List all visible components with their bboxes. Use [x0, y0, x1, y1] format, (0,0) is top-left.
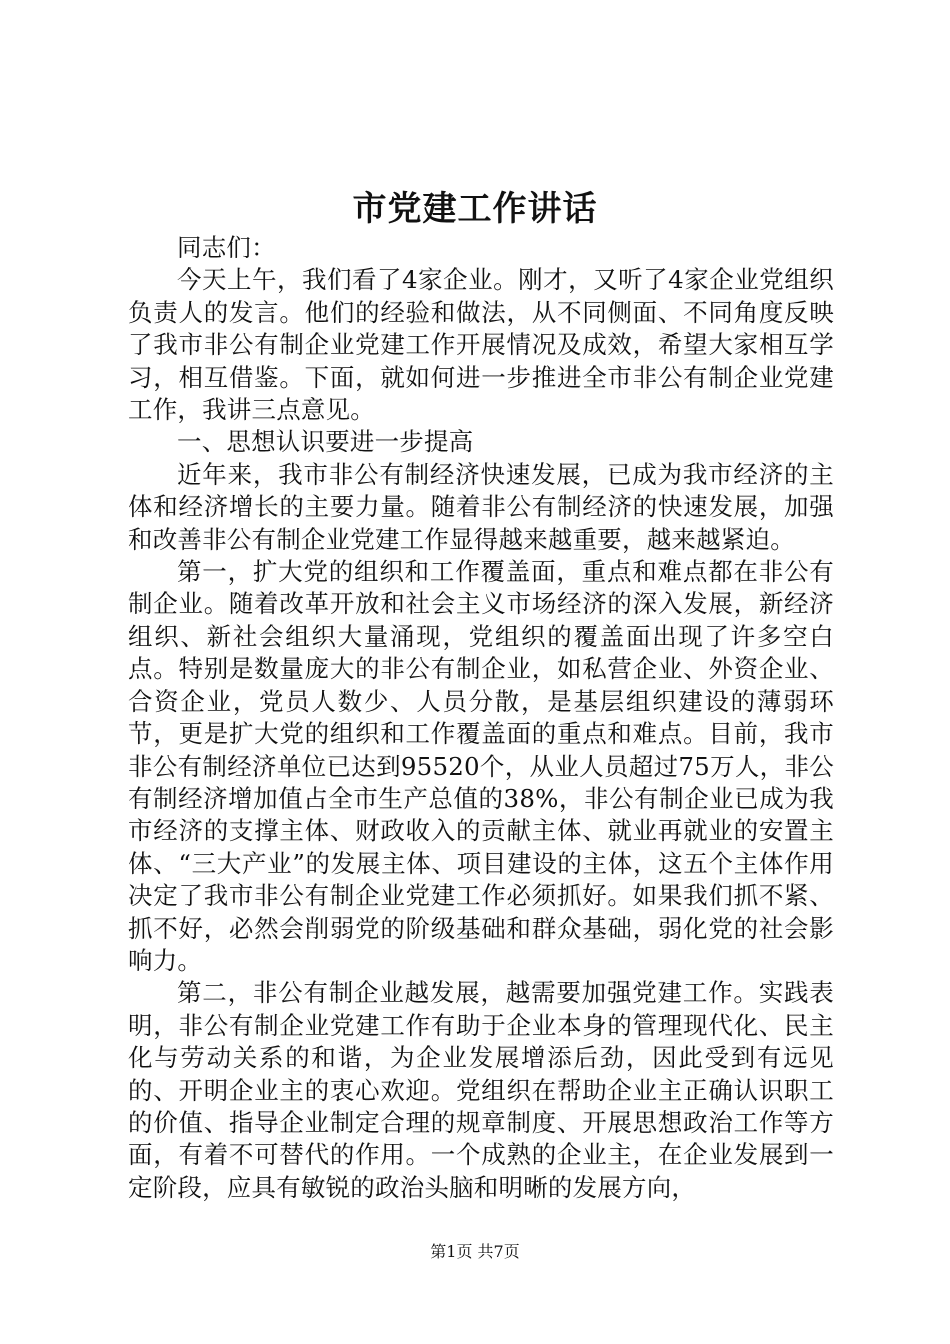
paragraph-background: 近年来，我市非公有制经济快速发展，已成为我市经济的主体和经济增长的主要力量。随着非公有制经济的快速发展，加强和改善非公有制企业党建工作显得越来越重要，越来越紧迫。: [128, 459, 834, 554]
page-footer: 第1页 共7页: [430, 1242, 520, 1261]
paragraph-point-2: 第二，非公有制企业越发展，越需要加强党建工作。实践表明，非公有制企业党建工作有助于企业本身的管理现代化、民主化与劳动关系的和谐，为企业发展增添后劲，因此受到有远见的、开明企业主的衷心欢迎。党组织在帮助企业主正确认识职工的价值、指导企业制定合理的规章制度、开展思想政治工作等方面，有着不可替代的作用。一个成熟的企业主，在企业发展到一定阶段，应具有敏锐的政治头脑和明晰的发展方向，: [128, 978, 834, 1202]
salutation: 同志们：: [177, 233, 276, 262]
paragraph-point-1: 第一，扩大党的组织和工作覆盖面，重点和难点都在非公有制企业。随着改革开放和社会主义市场经济的深入发展，新经济组织、新社会组织大量涌现，党组织的覆盖面出现了许多空白点。特别是数量庞大的非公有制企业，如私营企业、外资企业、合资企业，党员人数少、人员分散，是基层组织建设的薄弱环节，更是扩大党的组织和工作覆盖面的重点和难点。目前，我市非公有制经济单位已达到95520个，从业人员超过75万人，非公有制经济增加值占全市生产总值的38%，非公有制企业已成为我市经济的支撑主体、财政收入的贡献主体、就业再就业的安置主体、“三大产业”的发展主体、项目建设的主体，这五个主体作用决定了我市非公有制企业党建工作必须抓好。如果我们抓不紧、抓不好，必然会削弱党的阶级基础和群众基础，弱化党的社会影响力。: [128, 557, 834, 975]
section-heading-1: 一、思想认识要进一步提高: [177, 427, 474, 457]
paragraph-intro: 今天上午，我们看了4家企业。刚才，又听了4家企业党组织负责人的发言。他们的经验和做法，从不同侧面、不同角度反映了我市非公有制企业党建工作开展情况及成效，希望大家相互学习，相互借鉴。下面，就如何进一步推进全市非公有制企业党建工作，我讲三点意见。: [128, 265, 834, 425]
document-body: [128, 232, 834, 1204]
document-title: 市党建工作讲话: [352, 189, 598, 229]
